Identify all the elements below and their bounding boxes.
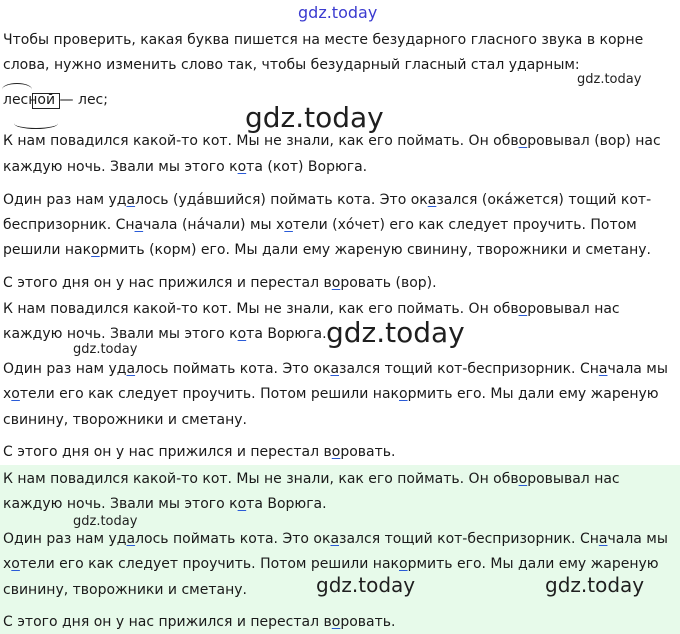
watermark: gdz.today bbox=[326, 316, 465, 349]
block1-line-2 bbox=[3, 157, 367, 177]
text-segment: зался тощий кот-беспризорник. Сн bbox=[339, 531, 599, 547]
text-segment: каждую ночь. Звали мы этого к bbox=[3, 326, 238, 342]
marked-vowel: а bbox=[598, 361, 608, 377]
text-segment: беспризорник. Сн bbox=[3, 217, 135, 233]
block1-line-5 bbox=[3, 240, 651, 260]
example-word bbox=[3, 90, 108, 110]
text-segment: Один раз нам уд bbox=[3, 531, 127, 547]
block3-line-1 bbox=[3, 469, 620, 489]
marked-vowel: о bbox=[399, 386, 408, 402]
text-segment: лось поймать кота. Это ок bbox=[135, 361, 331, 377]
text-segment: Один раз нам уд bbox=[3, 192, 127, 208]
text-segment: К нам повадился какой-то кот. Мы не знали, как его поймать. Он обв bbox=[3, 301, 519, 317]
text-segment: К нам повадился какой-то кот. Мы не знали, как его поймать. Он обв bbox=[3, 133, 519, 149]
text-segment: С этого дня он у нас прижился и перестал в bbox=[3, 444, 332, 460]
watermark: gdz.today bbox=[73, 342, 138, 357]
marked-vowel: а bbox=[598, 531, 608, 547]
marked-vowel: а bbox=[330, 531, 340, 547]
watermark: gdz.today bbox=[545, 573, 645, 597]
text-segment: зался тощий кот-беспризорник. Сн bbox=[339, 361, 599, 377]
text-segment: чала (на́чали) мы х bbox=[143, 217, 285, 233]
block1-line-6 bbox=[3, 273, 437, 293]
text-segment: рмить (корм) его. Мы дали ему жареную свинину, творожники и сметану. bbox=[99, 242, 651, 258]
marked-vowel: о bbox=[237, 496, 247, 512]
watermark: gdz.today bbox=[316, 573, 416, 597]
text-segment: та (кот) Ворюга. bbox=[246, 159, 368, 175]
text-segment: рмить его. Мы дали ему жареную bbox=[407, 386, 659, 402]
text-segment: С этого дня он у нас прижился и перестал в bbox=[3, 614, 332, 630]
marked-vowel: о bbox=[331, 275, 341, 291]
watermark: gdz.today bbox=[73, 514, 138, 529]
block3-line-3 bbox=[3, 529, 668, 549]
text-segment: ровать (вор). bbox=[340, 275, 437, 291]
text-segment: С этого дня он у нас прижился и перестал в bbox=[3, 275, 332, 291]
marked-vowel: о bbox=[331, 444, 341, 460]
block3-line-5: свинину, творожники и сметану. bbox=[3, 582, 247, 598]
text-segment: х bbox=[3, 386, 12, 402]
text-segment: лось (уда́вшийся) поймать кота. Это ок bbox=[135, 192, 428, 208]
block1-line-4 bbox=[3, 215, 637, 235]
marked-vowel: о bbox=[237, 326, 247, 342]
marked-vowel: о bbox=[518, 471, 528, 487]
text-segment: каждую ночь. Звали мы этого к bbox=[3, 496, 238, 512]
highlighted-block-background bbox=[0, 465, 680, 634]
block1-line-1 bbox=[3, 131, 661, 151]
marked-vowel: о bbox=[399, 556, 408, 572]
rule-line-1: Чтобы проверить, какая буква пишется на месте безударного гласного звука в корне bbox=[3, 32, 644, 48]
text-segment: решили нак bbox=[3, 242, 92, 258]
text-segment: ровать. bbox=[340, 614, 396, 630]
text-segment: тели его как следует проучить. Потом решили нак bbox=[19, 386, 399, 402]
text-segment: ровать. bbox=[340, 444, 396, 460]
marked-vowel: о bbox=[237, 159, 247, 175]
text-segment: каждую ночь. Звали мы этого к bbox=[3, 159, 238, 175]
watermark: gdz.today bbox=[577, 72, 642, 87]
text-segment: та Ворюга. bbox=[246, 326, 327, 342]
marked-vowel: а bbox=[134, 217, 144, 233]
block3-line-6 bbox=[3, 612, 395, 632]
block2-line-4 bbox=[3, 384, 659, 404]
text-segment: чала мы bbox=[607, 531, 668, 547]
marked-vowel: а bbox=[126, 361, 136, 377]
example-root: лес bbox=[3, 92, 29, 108]
marked-vowel: о bbox=[284, 217, 293, 233]
text-segment: ровывал нас bbox=[527, 471, 620, 487]
block3-line-4 bbox=[3, 554, 659, 574]
text-segment: х bbox=[3, 556, 12, 572]
text-segment: зался (ока́жется) тощий кот- bbox=[436, 192, 652, 208]
text-segment: рмить его. Мы дали ему жареную bbox=[407, 556, 659, 572]
marked-vowel: а bbox=[330, 361, 340, 377]
block2-line-2 bbox=[3, 324, 327, 344]
suffix-mark-icon bbox=[14, 118, 58, 129]
text-segment: лось поймать кота. Это ок bbox=[135, 531, 331, 547]
marked-vowel: а bbox=[427, 192, 437, 208]
text-segment: Один раз нам уд bbox=[3, 361, 127, 377]
block2-line-3 bbox=[3, 359, 668, 379]
marked-vowel: о bbox=[91, 242, 100, 258]
marked-vowel: а bbox=[126, 192, 136, 208]
text-segment: чала мы bbox=[607, 361, 668, 377]
text-segment: ровывал нас bbox=[527, 301, 620, 317]
block2-line-5: свинину, творожники и сметану. bbox=[3, 412, 247, 428]
watermark: gdz.today bbox=[245, 101, 384, 134]
text-segment: К нам повадился какой-то кот. Мы не знали, как его поймать. Он обв bbox=[3, 471, 519, 487]
marked-vowel: о bbox=[11, 556, 20, 572]
block3-line-2 bbox=[3, 494, 327, 514]
block1-line-3 bbox=[3, 190, 651, 210]
marked-vowel: а bbox=[126, 531, 136, 547]
text-segment: ровывал (вор) нас bbox=[527, 133, 661, 149]
text-segment: та Ворюга. bbox=[246, 496, 327, 512]
text-segment: тели (хо́чет) его как следует проучить. Потом bbox=[292, 217, 637, 233]
marked-vowel: о bbox=[11, 386, 20, 402]
text-segment: тели его как следует проучить. Потом решили нак bbox=[19, 556, 399, 572]
example-rest: — лес; bbox=[55, 92, 108, 108]
block2-line-1 bbox=[3, 299, 620, 319]
rule-line-2: слова, нужно изменить слово так, чтобы безударный гласный стал ударным: bbox=[3, 57, 580, 73]
block2-line-6 bbox=[3, 442, 395, 462]
marked-vowel: о bbox=[518, 301, 528, 317]
marked-vowel: о bbox=[518, 133, 528, 149]
watermark-top: gdz.today bbox=[298, 3, 378, 22]
example-ending: ной bbox=[28, 92, 56, 108]
marked-vowel: о bbox=[331, 614, 341, 630]
